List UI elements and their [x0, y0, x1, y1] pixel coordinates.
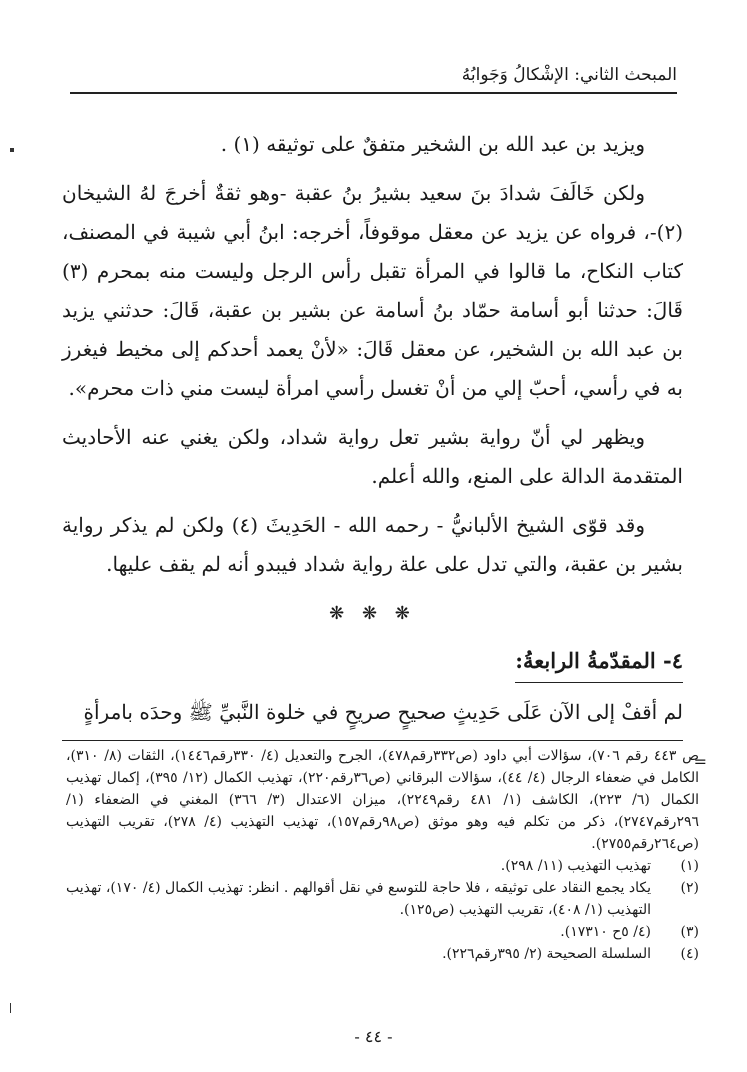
paragraph: لم أقفْ إلى الآن عَلَى حَدِيثٍ صحيحٍ صريحٍ في خلوة النَّبيِّ ﷺ وحدَه بامرأةٍ: [62, 693, 683, 741]
section-separator: ❋ ❋ ❋: [329, 603, 416, 624]
footnotes: [66, 745, 699, 965]
running-header: [70, 58, 677, 94]
footnote-text: (٤/ ٥ح ١٧٣١٠).: [560, 924, 651, 940]
paragraph: وقد قوّى الشيخ الألبانيُّ - رحمه الله - الحَدِيثَ (٤) ولكن لم يذكر رواية بشير بن عقبة، والتي تدل على علة رواية شداد فيبدو أنه لم يقف عليها.: [62, 513, 683, 576]
header-title: المبحث الثاني: الإشْكالُ وَجَوابُهُ: [461, 65, 677, 85]
footnote: [66, 943, 699, 965]
footnote-continuation: ص ٤٤٣ رقم ٧٠٦)، سؤالات أبي داود (ص٣٣٢رقم٤٧٨)، الجرح والتعديل (٤/ ٣٣٠رقم١٤٤٦)، الثقات (٨/ ٣١٠)، الكامل في ضعفاء الرجال (٤/ ٤٤)، سؤالات البرقاني (ص٣٦رقم٢٢٠)، تهذيب الكمال (١٢/ ٣٩٥)، إكمال تهذيب الكمال (٦/ ٢٢٣)، الكاشف (١/ ٤٨١ رقم٢٢٤٩)، ميزان الاعتدال (٣/ ٣٦٦) المغني في الضعفاء (١/ ٢٩٦رقم٢٧٤٧)، ذكر من تكلم فيه وهو موثق (ص٩٨رقم١٥٧)، تهذيب التهذيب (٤/ ٢٧٨)، تقريب التهذيب (ص٢٦٤رقم٢٧٥٥).: [66, 748, 700, 852]
footnote: [66, 855, 699, 877]
footnote-continuation-marker: =: [693, 752, 707, 771]
footnote-text: يكاد يجمع النقاد على توثيقه ، فلا حاجة للتوسع في نقل أقوالهم . انظر: تهذيب الكمال (٤/ ١٧٠)، تهذيب التهذيب (١/ ٤٠٨)، تقريب التهذيب (ص١٢٥).: [66, 880, 651, 918]
margin-mark-bottom: [10, 1003, 11, 1013]
footnote-text: السلسلة الصحيحة (٢/ ٣٩٥رقم٢٢٦).: [442, 946, 651, 962]
footnote-number: (٤): [680, 946, 699, 962]
section-title: ٤- المقدّمةُ الرابعةُ:: [515, 641, 683, 683]
paragraph: ولكن خَالَفَ شدادَ بنَ سعيد بشيرُ بنُ عقبة -وهو ثقةٌ أخرجَ لهُ الشيخان (٢)-، فرواه عن يزيد عن معقل موقوفاً، أخرجه: ابنُ أبي شيبة في المصنف، كتاب النكاح، ما قالوا في المرأة تقبل رأس الرجل وليست منه بمحرم (٣) قَالَ: حدثنا أبو أسامة حمّاد بنُ أسامة عن بشير بن عقبة، قَالَ: حدثني يزيد بن عبد الله بن الشخير، عن معقل قَالَ: «لأنْ يعمد أحدكم إلى مخيط فيغرز به في رأسي، أحبّ إلي من أنْ تغسل رأسي امرأة ليست مني ذات محرم».: [62, 181, 683, 400]
paragraph: ويزيد بن عبد الله بن الشخير متفقٌ على توثيقه (١) .: [220, 132, 645, 156]
footnote-number: (١): [680, 858, 699, 874]
footnote: [66, 877, 699, 921]
main-text: [62, 125, 683, 751]
footnote: [66, 921, 699, 943]
footnote-number: (٣): [680, 924, 699, 940]
footnote-number: (٢): [680, 880, 699, 896]
margin-mark-top: [10, 148, 14, 152]
paragraph: ويظهر لي أنّ رواية بشير تعل رواية شداد، ولكن يغني عنه الأحاديث المتقدمة الدالة على المنع، والله أعلم.: [62, 425, 683, 488]
footnote-text: تهذيب التهذيب (١١/ ٢٩٨).: [500, 858, 651, 874]
page-number: - ٤٤ -: [354, 1027, 393, 1046]
